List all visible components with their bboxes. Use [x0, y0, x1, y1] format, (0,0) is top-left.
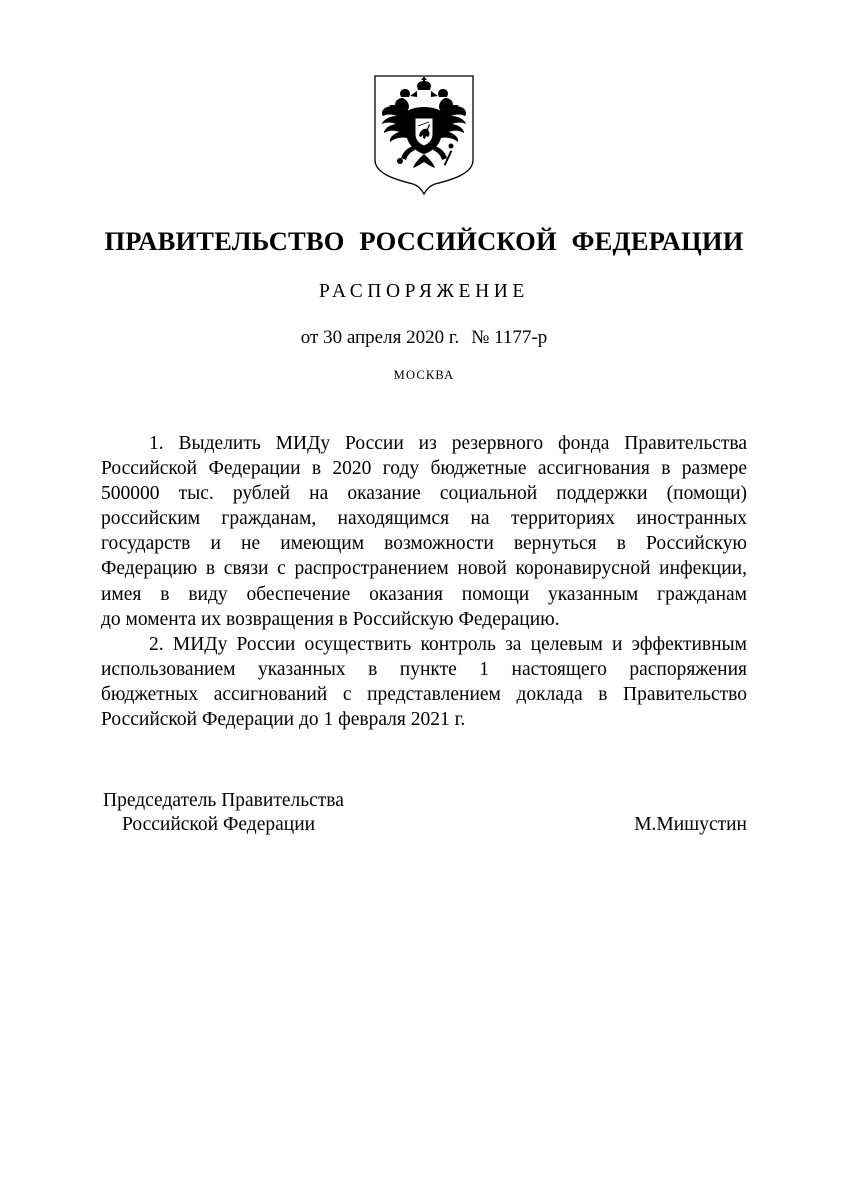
- document-city: МОСКВА: [393, 368, 455, 382]
- paragraph-line: российским гражданам, находящимся на территориях иностранных: [101, 508, 747, 530]
- document-number: № 1177-р: [471, 327, 548, 348]
- paragraph-line: до момента их возвращения в Российскую Федерацию.: [101, 608, 560, 630]
- document-type: РАСПОРЯЖЕНИЕ: [319, 281, 529, 302]
- russian-coat-of-arms-icon: [373, 74, 475, 196]
- signer-title-line-2: Российской Федерации: [122, 814, 316, 835]
- signer-title: [103, 789, 344, 837]
- document-date: от 30 апреля 2020 г.: [300, 327, 460, 348]
- paragraph-line: имея в виду обеспечение оказания помощи указанным гражданам: [101, 583, 747, 605]
- paragraph-line: бюджетных ассигнований с представлением доклада в Правительство: [101, 683, 747, 705]
- paragraph-2: [101, 632, 747, 732]
- paragraph-line: 500000 тыс. рублей на оказание социальной поддержки (помощи): [101, 483, 747, 505]
- paragraph-line: государств и не имеющим возможности вернуться в Российскую: [101, 533, 747, 555]
- signer-title-line-1: Председатель Правительства: [103, 790, 344, 811]
- paragraph-line: 1. Выделить МИДу России из резервного фонда Правительства: [149, 433, 747, 454]
- signer-name: М.Мишустин: [634, 814, 747, 835]
- organization-title: ПРАВИТЕЛЬСТВО РОССИЙСКОЙ ФЕДЕРАЦИИ: [104, 226, 744, 256]
- paragraph-line: 2. МИДу России осуществить контроль за целевым и эффективным: [149, 633, 747, 655]
- paragraph-1: [101, 431, 747, 632]
- document-date-line: [0, 327, 848, 349]
- document-body: [101, 431, 747, 732]
- paragraph-line: Российской Федерации в 2020 году бюджетные ассигнования в размере: [101, 458, 747, 480]
- paragraph-line: использованием указанных в пункте 1 настоящего распоряжения: [101, 658, 747, 680]
- paragraph-line: Федерацию в связи с распространением новой коронавирусной инфекции,: [101, 558, 747, 580]
- paragraph-line: Российской Федерации до 1 февраля 2021 г.: [101, 709, 466, 731]
